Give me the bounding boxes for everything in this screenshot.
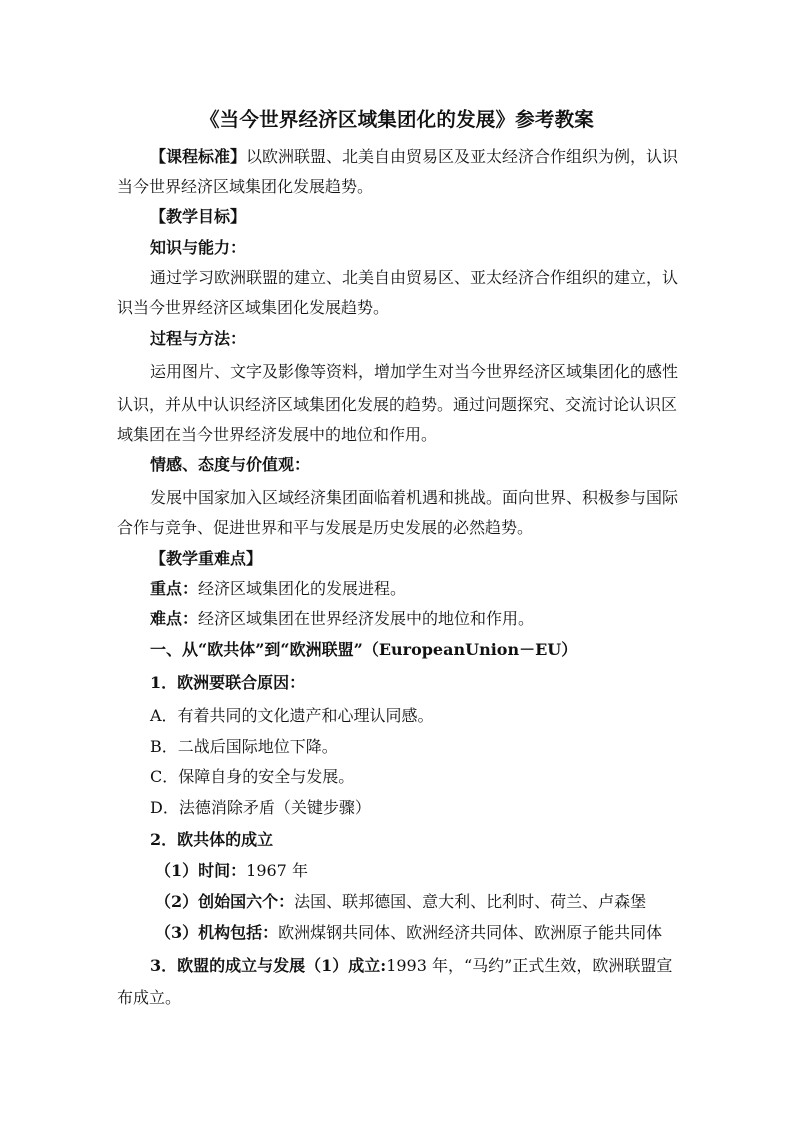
item2-institutions-value: 欧洲煤钢共同体、欧洲经济共同体、欧洲原子能共同体 [278, 923, 663, 942]
knowledge-line1: 通过学习欧洲联盟的建立、北美自由贸易区、亚太经济合作组织的建立，认 [150, 268, 679, 287]
item1-c: C．保障自身的安全与发展。 [150, 767, 355, 786]
knowledge-line2: 识当今世界经济区域集团化发展趋势。 [117, 298, 390, 317]
teaching-goals-heading: 【教学目标】 [150, 207, 247, 226]
item1-d: D．法德消除矛盾（关键步骤） [150, 798, 371, 817]
item2-time-label: （1）时间： [155, 861, 247, 880]
difficult-point-line [150, 609, 534, 629]
curriculum-standard-label: 【课程标准】 [150, 147, 247, 166]
item1-a: A．有着共同的文化遗产和心理认同感。 [150, 706, 434, 725]
curriculum-standard-text: 以欧洲联盟、北美自由贸易区及亚太经济合作组织为例，认识 [246, 147, 679, 166]
document-title: 《当今世界经济区域集团化的发展》参考教案 [199, 108, 594, 131]
item3-line2: 布成立。 [117, 988, 182, 1007]
difficult-point-label: 难点： [150, 609, 199, 628]
knowledge-heading: 知识与能力： [150, 238, 247, 257]
item2-institutions-line [155, 923, 662, 943]
key-point-label: 重点： [150, 579, 199, 598]
difficult-point-text: 经济区域集团在世界经济发展中的地位和作用。 [198, 609, 535, 628]
item2-founders-label: （2）创始国六个： [155, 892, 295, 911]
process-line3: 域集团在当今世界经济发展中的地位和作用。 [117, 425, 438, 444]
item3-text-line1: 1993 年，“马约”正式生效，欧洲联盟宣 [386, 956, 673, 975]
item1-heading: 1．欧洲要联合原因： [150, 673, 306, 692]
item2-institutions-label: （3）机构包括： [155, 923, 279, 942]
process-heading: 过程与方法： [150, 329, 247, 348]
key-point-line [150, 579, 406, 599]
item2-founders-line [155, 892, 646, 912]
item3-line1 [150, 956, 672, 976]
item2-time-line [155, 861, 308, 881]
item3-heading: 3．欧盟的成立与发展（1）成立: [150, 956, 387, 975]
key-points-heading: 【教学重难点】 [150, 549, 263, 568]
process-line1: 运用图片、文字及影像等资料，增加学生对当今世界经济区域集团化的感性 [150, 362, 679, 381]
attitude-line1: 发展中国家加入区域经济集团面临着机遇和挑战。面向世界、积极参与国际 [150, 488, 679, 507]
attitude-line2: 合作与竞争、促进世界和平与发展是历史发展的必然趋势。 [117, 518, 534, 537]
process-line2: 认识，并从中认识经济区域集团化发展的趋势。通过问题探究、交流讨论认识区 [117, 395, 678, 414]
key-point-text: 经济区域集团化的发展进程。 [198, 579, 407, 598]
attitude-heading: 情感、态度与价值观： [150, 455, 311, 474]
item2-heading: 2．欧共体的成立 [150, 830, 274, 849]
item1-b: B．二战后国际地位下降。 [150, 737, 338, 756]
section1-heading: 一、从“欧共体”到“欧洲联盟”（EuropeanUnion－EU） [150, 640, 578, 659]
item2-founders-value: 法国、联邦德国、意大利、比利时、荷兰、卢森堡 [294, 892, 647, 911]
curriculum-standard-line1 [150, 147, 678, 167]
curriculum-standard-line2: 当今世界经济区域集团化发展趋势。 [117, 177, 374, 196]
item2-time-value: 1967 年 [246, 861, 308, 880]
